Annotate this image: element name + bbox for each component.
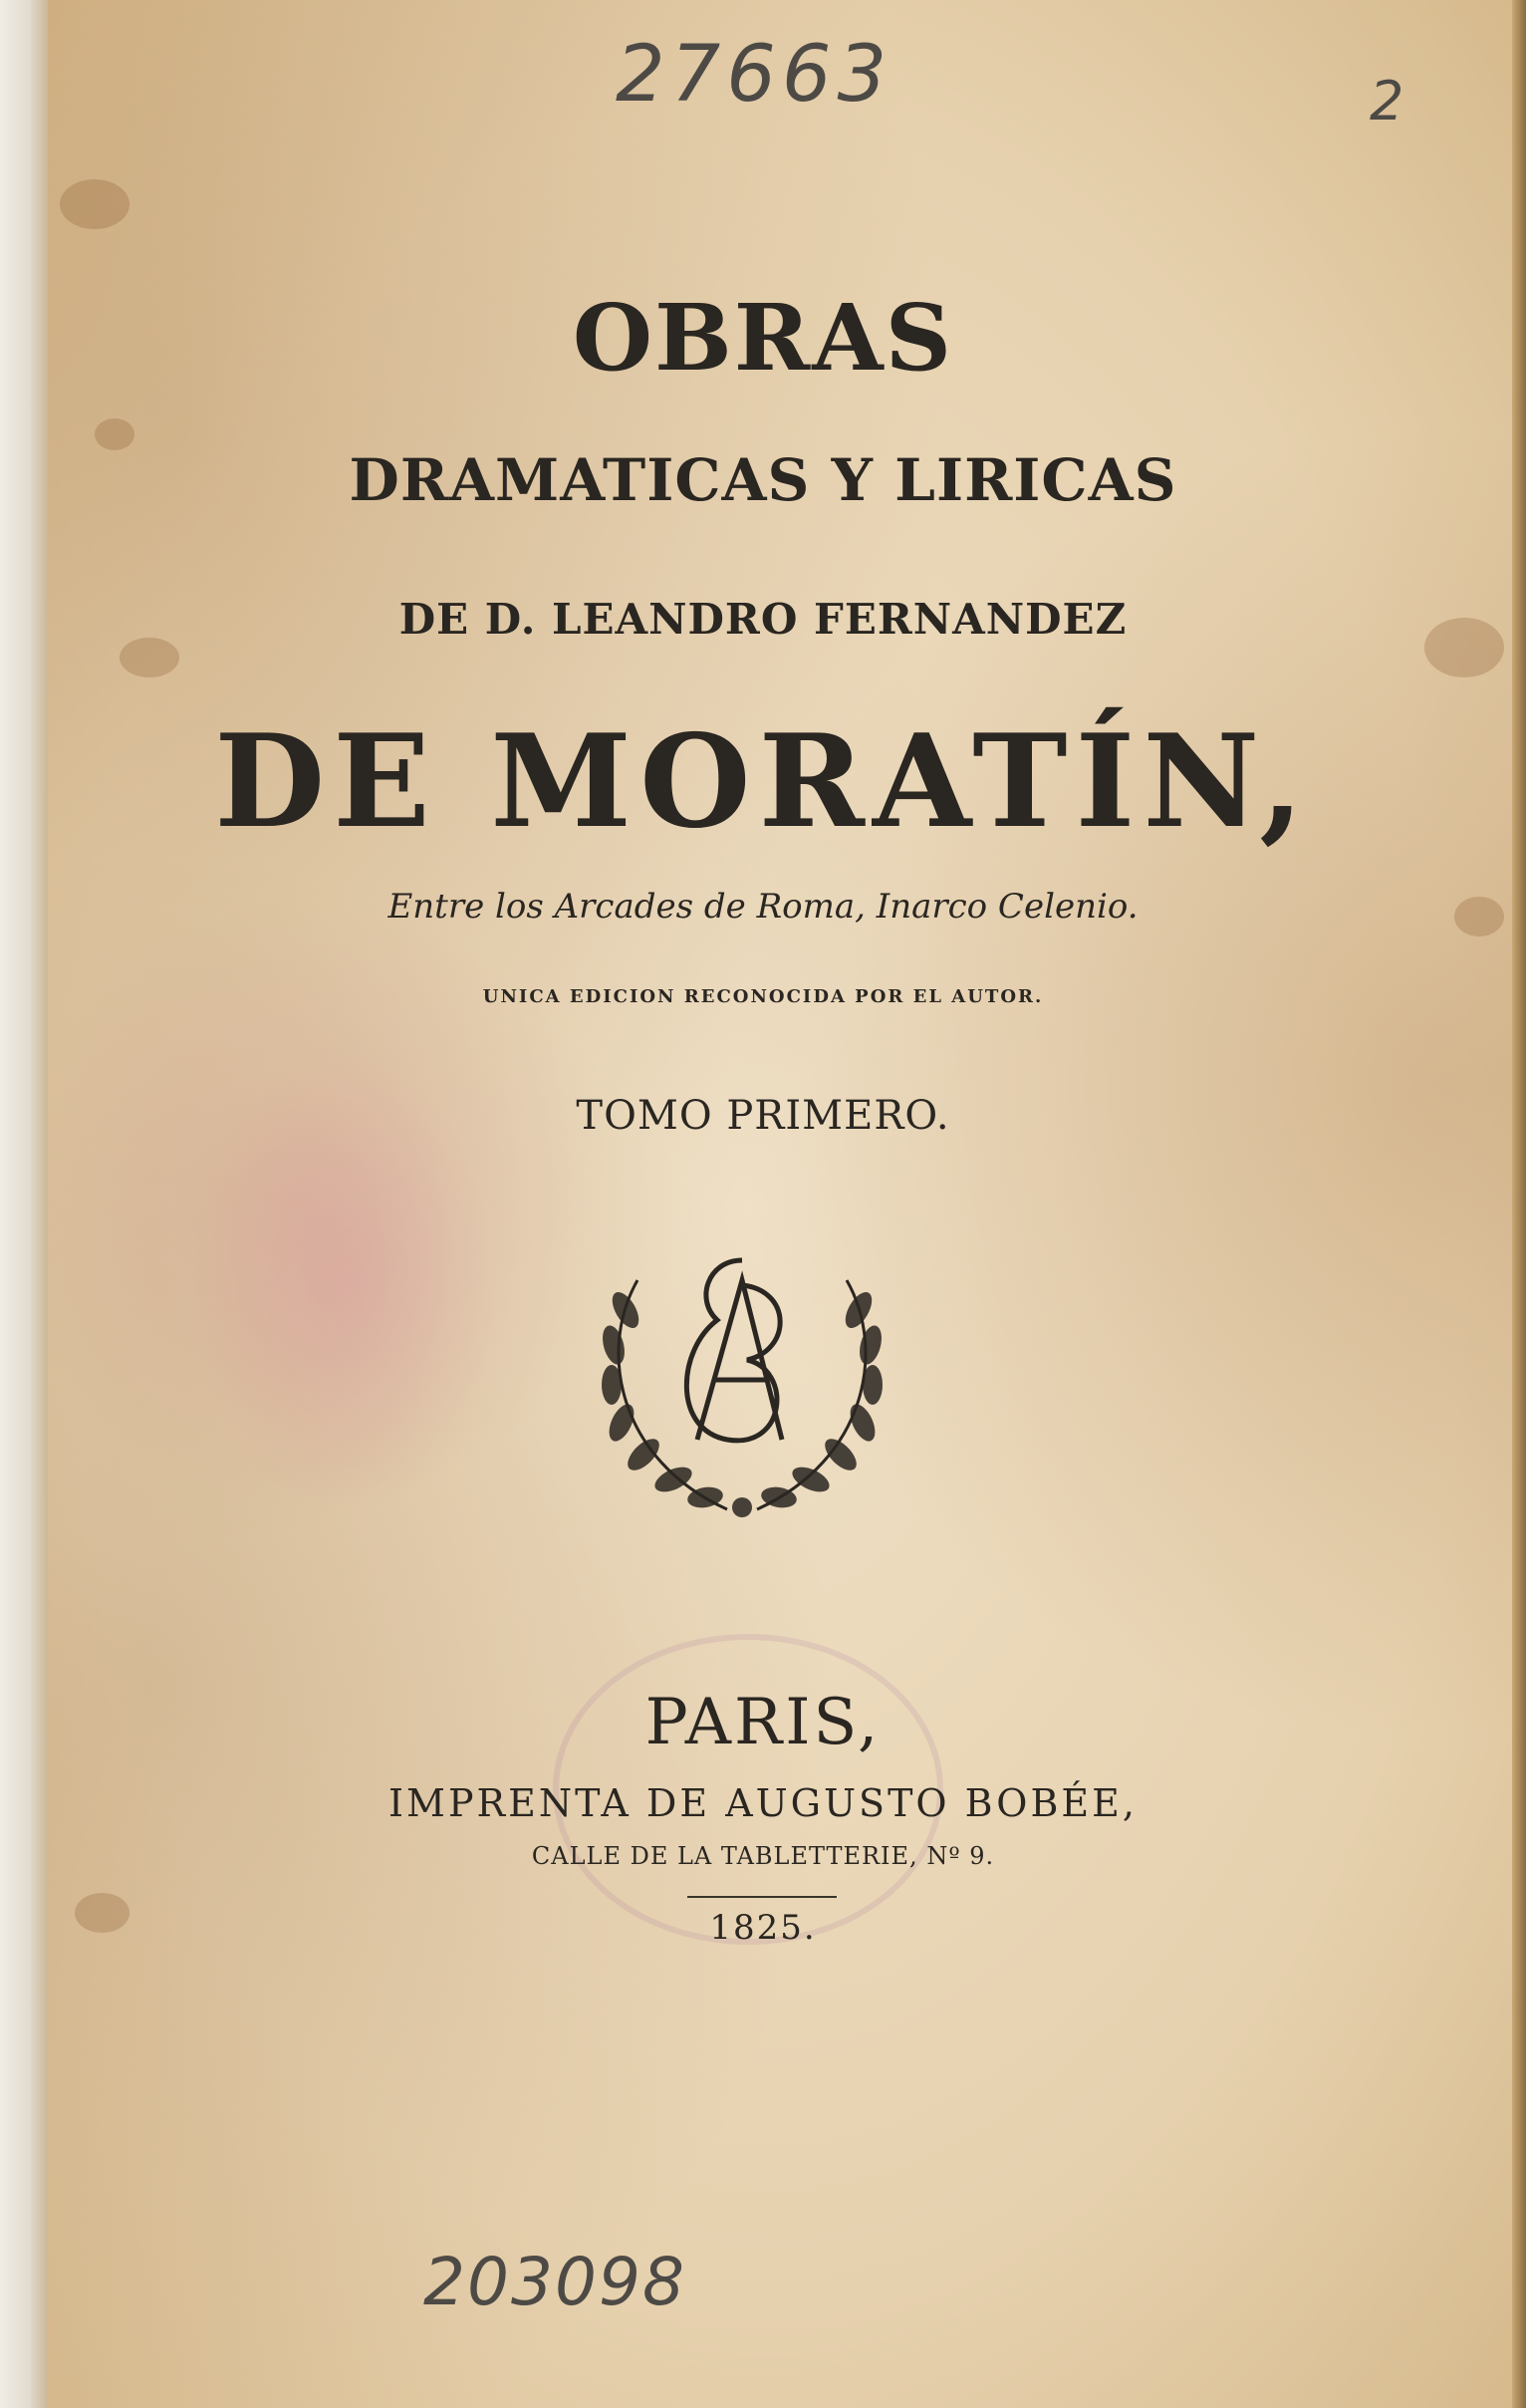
foxing-stain	[60, 179, 129, 229]
subtitle-line-2: DE D. LEANDRO FERNANDEZ	[398, 595, 1128, 644]
handwritten-catalog-number: 203098	[423, 2244, 686, 2320]
arcadian-name-line: Entre los Arcades de Roma, Inarco Celenio.	[387, 887, 1139, 927]
author-name: DE MORATÍN,	[214, 707, 1312, 857]
imprint-address: CALLE DE LA TABLETTERIE, Nº 9.	[531, 1842, 995, 1870]
imprint-city: PARIS,	[644, 1686, 882, 1759]
subtitle-line-1: DRAMATICAS Y LIRICAS	[349, 446, 1177, 514]
edition-note: UNICA EDICION RECONOCIDA POR EL AUTOR.	[482, 986, 1044, 1007]
ab-monogram-laurel-wreath-icon	[578, 1240, 906, 1539]
main-title: OBRAS	[572, 284, 954, 392]
divider-rule	[687, 1896, 837, 1898]
foxing-stain	[120, 638, 179, 677]
imprint-printer: IMPRENTA DE AUGUSTO BOBÉE,	[388, 1781, 1138, 1825]
handwritten-inventory-number: 27663	[616, 30, 893, 120]
volume-label: TOMO PRIMERO.	[576, 1093, 950, 1139]
imprint-year: 1825.	[709, 1908, 817, 1948]
handwritten-page-number: 2	[1370, 70, 1404, 133]
